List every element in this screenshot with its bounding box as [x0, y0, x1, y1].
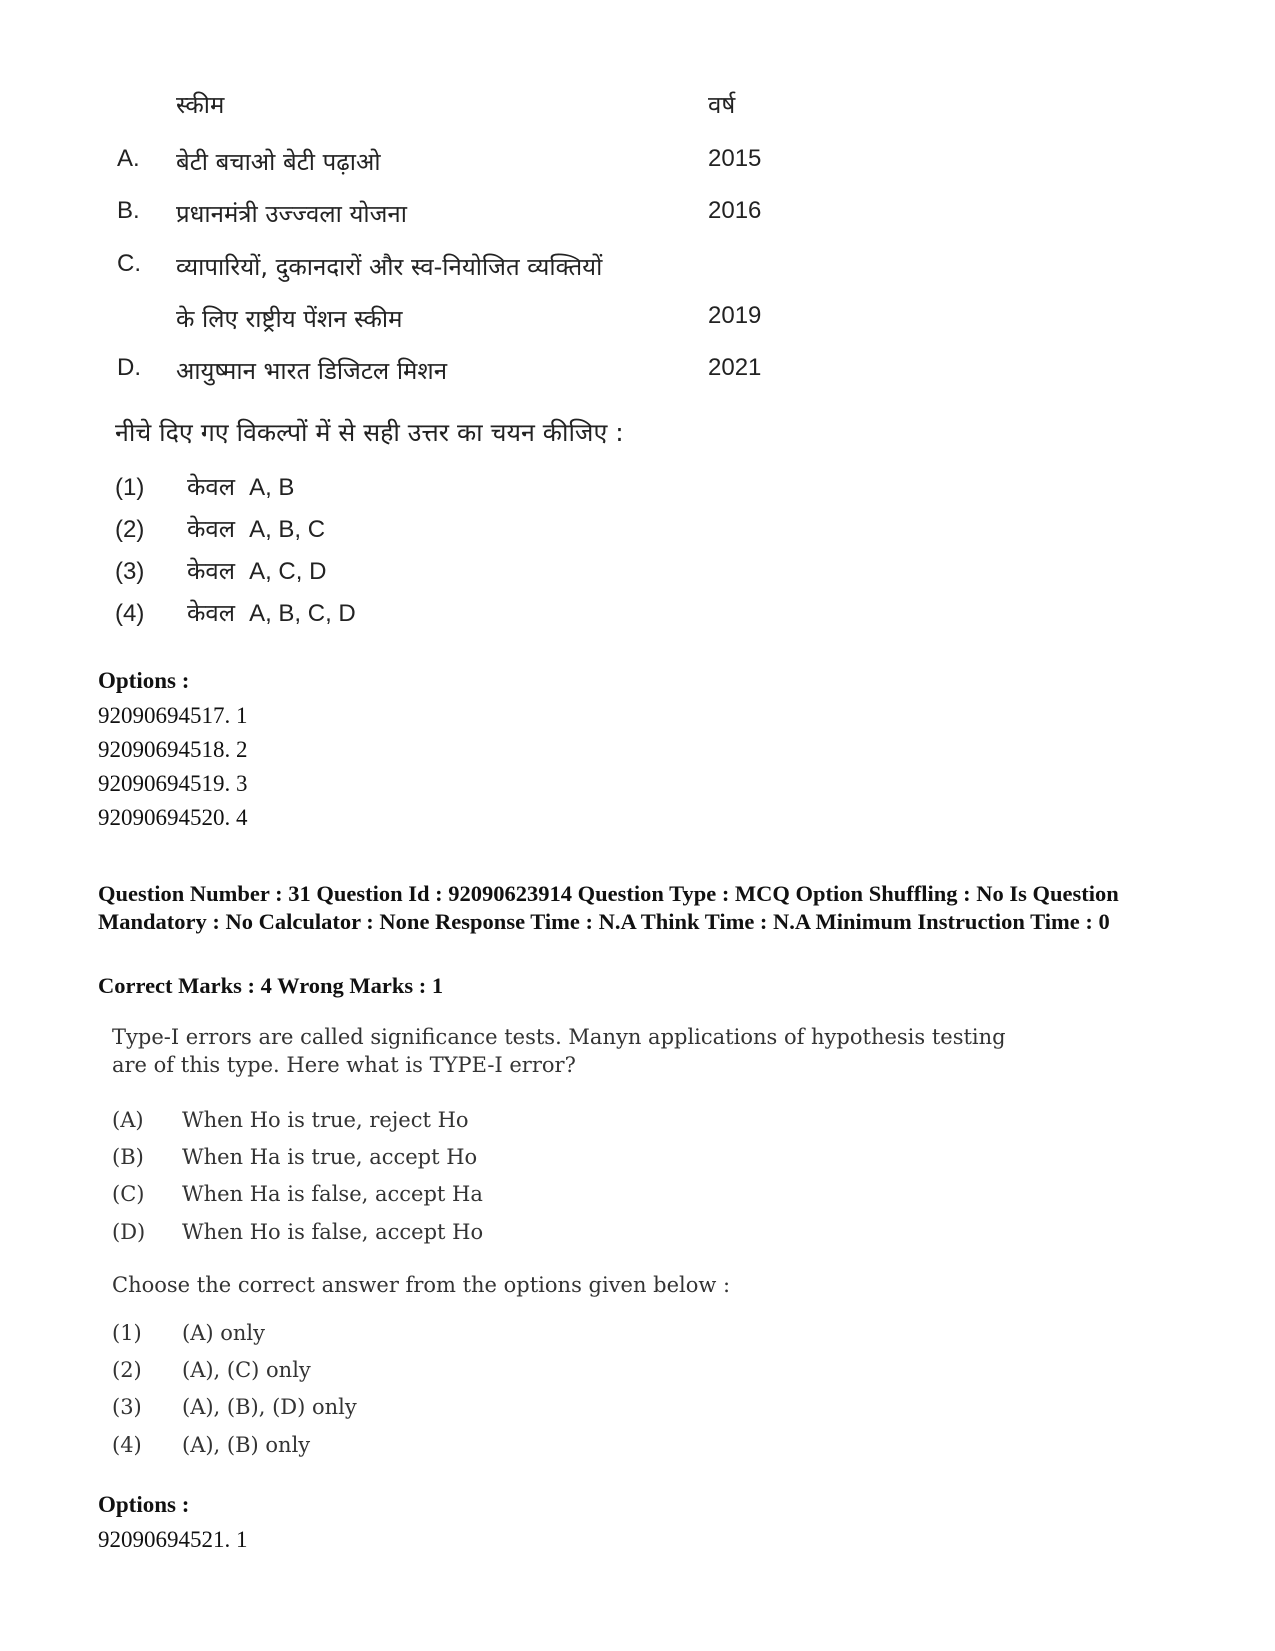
scheme-year: 2021 — [708, 354, 762, 381]
choose-instruction: Choose the correct answer from the options given below : — [112, 1273, 731, 1297]
scheme-row — [0, 354, 900, 394]
answer-option-label: (1) — [112, 1321, 142, 1345]
options-heading: Options : — [98, 1492, 190, 1517]
answer-option — [112, 1433, 310, 1465]
answer-option-text: (A), (B), (D) only — [182, 1395, 357, 1419]
hindi-instruction: नीचे दिए गए विकल्पों में से सही उत्तर का चयन कीजिए : — [115, 418, 624, 447]
answer-option-label: (2) — [112, 1358, 142, 1382]
scheme-row — [0, 145, 900, 185]
option-number: (2) — [115, 516, 145, 543]
scheme-table-header — [0, 88, 900, 128]
option-id-line: 92090694519. 3 — [98, 771, 248, 796]
scheme-row — [0, 250, 900, 290]
scheme-year: 2016 — [708, 197, 762, 224]
option-value: A, B — [249, 474, 295, 501]
option-id-line: 92090694518. 2 — [98, 737, 248, 762]
question-line: Type-I errors are called significance tests. Manyn applications of hypothesis testing — [112, 1025, 1006, 1049]
option-value: A, B, C — [249, 516, 326, 543]
statement — [112, 1182, 483, 1214]
question-line: are of this type. Here what is TYPE-I error? — [112, 1053, 576, 1077]
option-word: केवल — [187, 473, 236, 501]
answer-option-label: (3) — [112, 1395, 142, 1419]
statement-label: (B) — [112, 1145, 144, 1169]
scheme-row — [0, 302, 900, 342]
option-number: (3) — [115, 558, 145, 585]
header-scheme: स्कीम — [176, 91, 225, 119]
statement-text: When Ho is true, reject Ho — [182, 1108, 469, 1132]
scheme-year: 2019 — [708, 302, 762, 329]
answer-option-text: (A), (C) only — [182, 1358, 311, 1382]
scheme-row — [0, 197, 900, 237]
marks-line: Correct Marks : 4 Wrong Marks : 1 — [98, 973, 444, 998]
scheme-name: व्यापारियों, दुकानदारों और स्व-नियोजित व्यक्तियों — [176, 253, 603, 281]
hindi-option — [115, 512, 325, 548]
option-number: (1) — [115, 474, 145, 501]
statement-label: (D) — [112, 1220, 146, 1244]
statement-text: When Ha is false, accept Ha — [182, 1182, 483, 1206]
answer-option — [112, 1321, 265, 1353]
scheme-year: 2015 — [708, 145, 762, 172]
option-value: A, C, D — [249, 558, 327, 585]
statement-label: (C) — [112, 1182, 145, 1206]
option-word: केवल — [187, 515, 236, 543]
option-id-line: 92090694520. 4 — [98, 805, 248, 830]
hindi-option — [115, 554, 326, 590]
scheme-letter: D. — [117, 354, 141, 381]
hindi-option — [115, 596, 356, 632]
options-heading: Options : — [98, 668, 190, 693]
scheme-name: प्रधानमंत्री उज्ज्वला योजना — [176, 200, 407, 228]
option-value: A, B, C, D — [249, 600, 356, 627]
statement — [112, 1145, 477, 1177]
statement-text: When Ha is true, accept Ho — [182, 1145, 478, 1169]
scheme-letter: C. — [117, 250, 141, 277]
answer-option — [112, 1395, 357, 1427]
answer-option-text: (A) only — [182, 1321, 265, 1345]
question-text — [112, 1023, 1112, 1079]
option-number: (4) — [115, 600, 145, 627]
hindi-option — [115, 470, 294, 506]
scheme-name: आयुष्मान भारत डिजिटल मिशन — [176, 357, 448, 385]
scheme-name: के लिए राष्ट्रीय पेंशन स्कीम — [176, 305, 403, 333]
statement — [112, 1108, 469, 1140]
answer-option — [112, 1358, 311, 1390]
scheme-name: बेटी बचाओ बेटी पढ़ाओ — [176, 148, 381, 176]
statement-text: When Ho is false, accept Ho — [182, 1220, 484, 1244]
answer-option-text: (A), (B) only — [182, 1433, 311, 1457]
option-word: केवल — [187, 599, 236, 627]
option-word: केवल — [187, 557, 236, 585]
statement — [112, 1220, 483, 1252]
question-meta: Question Number : 31 Question Id : 92090623914 Question Type : MCQ Option Shuffling : No Is Question Mandatory : No Calculator : None Response Time : N.A Think Time : N.A Minimum Instruction Time : 0 — [98, 881, 1119, 934]
scheme-letter: B. — [117, 197, 140, 224]
scheme-letter: A. — [117, 145, 140, 172]
option-id-line: 92090694517. 1 — [98, 703, 248, 728]
statement-label: (A) — [112, 1108, 144, 1132]
header-year: वर्ष — [708, 91, 736, 119]
option-id-line: 92090694521. 1 — [98, 1527, 248, 1552]
answer-option-label: (4) — [112, 1433, 142, 1457]
